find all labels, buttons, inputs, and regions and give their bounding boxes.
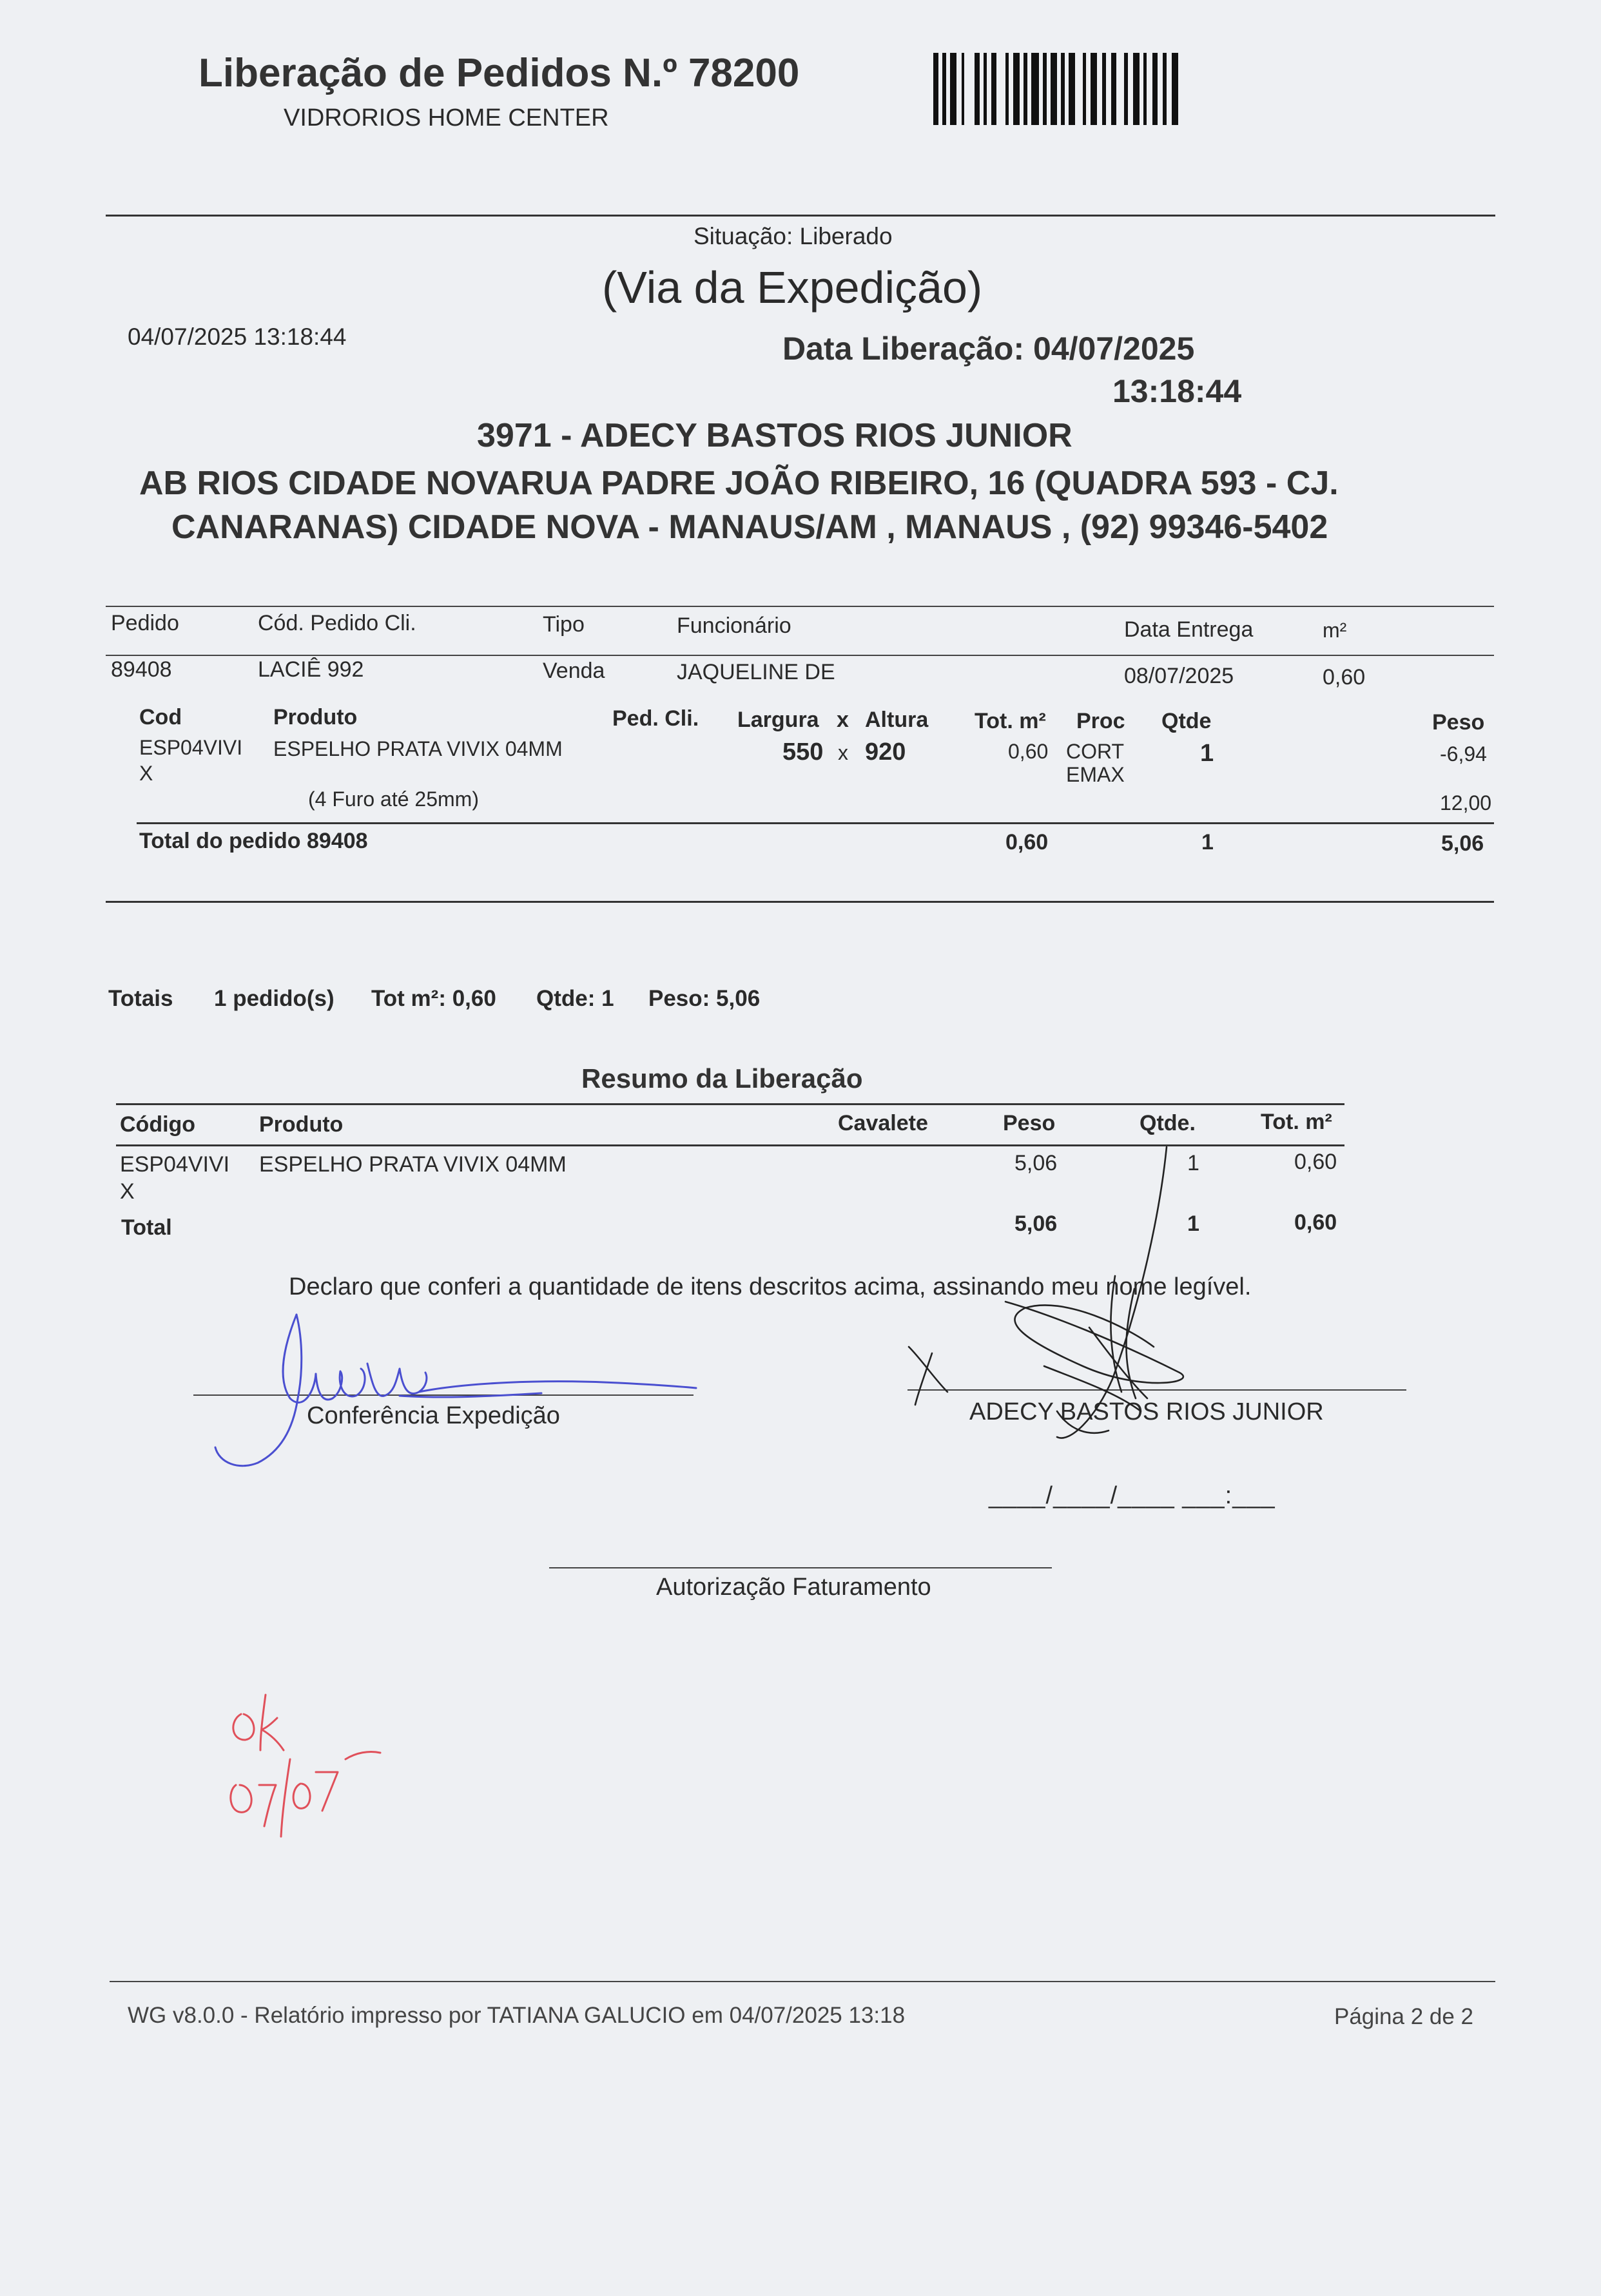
- order-total-qtde: 1: [1201, 830, 1214, 854]
- col-header-funcionario: Funcionário: [677, 613, 791, 638]
- summary-total-peso: 5,06: [1014, 1211, 1058, 1236]
- item-header-altura: Altura: [865, 708, 929, 732]
- summary-top-rule: [116, 1103, 1344, 1105]
- via-title: (Via da Expedição): [602, 262, 983, 313]
- summary-produto: ESPELHO PRATA VIVIX 04MM: [259, 1152, 567, 1177]
- col-header-data-entrega: Data Entrega: [1124, 617, 1254, 642]
- summary-header-cavalete: Cavalete: [838, 1111, 928, 1135]
- summary-codigo-line1: ESP04VIVI: [120, 1152, 230, 1177]
- summary-tot-m2: 0,60: [1294, 1150, 1337, 1174]
- order-table-header-rule: [106, 655, 1494, 656]
- footer-page-number: Página 2 de 2: [1334, 2004, 1474, 2029]
- handwritten-signature-client: [896, 1134, 1257, 1456]
- barcode: [933, 53, 1179, 125]
- item-qtde: 1: [1200, 740, 1214, 767]
- totals-qtde: Qtde: 1: [536, 986, 614, 1011]
- summary-header-tot-m2: Tot. m²: [1261, 1110, 1332, 1134]
- release-time: 13:18:44: [1112, 373, 1242, 409]
- item-detail-peso: 12,00: [1440, 791, 1492, 815]
- summary-header-peso: Peso: [1003, 1111, 1056, 1135]
- summary-total-label: Total: [121, 1215, 172, 1240]
- date-time-blank: ____/____/____ ___:___: [989, 1482, 1276, 1509]
- item-header-peso: Peso: [1432, 710, 1485, 735]
- order-total-label: Total do pedido 89408: [139, 829, 368, 853]
- order-total-peso: 5,06: [1441, 831, 1484, 856]
- release-date: Data Liberação: 04/07/2025: [782, 331, 1195, 367]
- col-header-tipo: Tipo: [543, 612, 585, 637]
- signature-label-conferencia: Conferência Expedição: [307, 1402, 560, 1429]
- totals-pedidos: 1 pedido(s): [214, 986, 335, 1011]
- signature-line-autorizacao: [549, 1567, 1052, 1568]
- printed-datetime: 04/07/2025 13:18:44: [128, 323, 347, 350]
- item-proc-line2: EMAX: [1066, 763, 1125, 786]
- item-header-x: x: [837, 708, 849, 732]
- items-total-rule: [137, 822, 1494, 824]
- col-header-cod-pedido-cli: Cód. Pedido Cli.: [258, 611, 416, 635]
- item-header-produto: Produto: [273, 705, 358, 729]
- totals-label: Totais: [108, 986, 173, 1011]
- signature-label-client: ADECY BASTOS RIOS JUNIOR: [969, 1398, 1324, 1425]
- item-peso: -6,94: [1440, 742, 1487, 766]
- declaration-text: Declaro que conferi a quantidade de itens descritos acima, assinando meu nome legível.: [289, 1273, 1252, 1300]
- summary-total-tot-m2: 0,60: [1294, 1210, 1337, 1235]
- item-produto: ESPELHO PRATA VIVIX 04MM: [273, 737, 563, 760]
- order-cod-pedido-cli: LACIÊ 992: [258, 657, 364, 682]
- order-funcionario: JAQUELINE DE: [677, 660, 835, 684]
- client-address-line1: AB RIOS CIDADE NOVARUA PADRE JOÃO RIBEIRO, 16 (QUADRA 593 - CJ.: [139, 465, 1339, 502]
- client-name: 3971 - ADECY BASTOS RIOS JUNIOR: [477, 417, 1072, 454]
- item-x: x: [838, 741, 848, 764]
- status-text: Situação: Liberado: [694, 223, 893, 249]
- item-tot-m2: 0,60: [1008, 740, 1049, 763]
- footer-rule: [110, 1981, 1495, 1982]
- footer-printed-by: WG v8.0.0 - Relatório impresso por TATIANA GALUCIO em 04/07/2025 13:18: [128, 2003, 906, 2028]
- order-m2: 0,60: [1323, 665, 1366, 690]
- order-tipo: Venda: [543, 659, 605, 683]
- totals-peso: Peso: 5,06: [648, 986, 761, 1011]
- signature-label-autorizacao: Autorização Faturamento: [656, 1574, 931, 1601]
- item-header-ped-cli: Ped. Cli.: [612, 706, 699, 731]
- summary-header-qtde: Qtde.: [1140, 1111, 1196, 1135]
- summary-header-codigo: Código: [120, 1112, 196, 1137]
- item-cod-line2: X: [139, 762, 153, 785]
- header-divider: [106, 215, 1495, 217]
- order-table-top-rule: [106, 606, 1494, 607]
- col-header-m2: m²: [1323, 619, 1347, 642]
- handwritten-signature-conferencia: [206, 1302, 709, 1476]
- handwritten-note-ok: [219, 1688, 387, 1843]
- client-address-line2: CANARANAS) CIDADE NOVA - MANAUS/AM , MANAUS , (92) 99346-5402: [171, 508, 1328, 546]
- company-name: VIDRORIOS HOME CENTER: [284, 104, 609, 131]
- item-largura: 550: [782, 738, 824, 766]
- totals-m2: Tot m²: 0,60: [371, 986, 496, 1011]
- item-header-tot-m2: Tot. m²: [975, 709, 1046, 733]
- item-altura: 920: [865, 738, 906, 766]
- item-header-cod: Cod: [139, 705, 182, 729]
- summary-peso: 5,06: [1014, 1151, 1058, 1175]
- items-bottom-rule: [106, 901, 1494, 903]
- summary-codigo-line2: X: [120, 1179, 135, 1204]
- item-header-qtde: Qtde: [1161, 709, 1212, 733]
- item-header-largura: Largura: [737, 708, 819, 732]
- order-data-entrega: 08/07/2025: [1124, 664, 1234, 688]
- col-header-pedido: Pedido: [111, 611, 179, 635]
- summary-total-qtde: 1: [1187, 1211, 1199, 1236]
- item-proc-line1: CORT: [1066, 740, 1125, 763]
- item-header-proc: Proc: [1076, 709, 1125, 733]
- summary-header-produto: Produto: [259, 1112, 344, 1137]
- item-detail: (4 Furo até 25mm): [308, 787, 479, 811]
- item-cod-line1: ESP04VIVI: [139, 736, 243, 759]
- summary-qtde: 1: [1187, 1151, 1199, 1175]
- document-title: Liberação de Pedidos N.º 78200: [199, 51, 800, 95]
- order-total-m2: 0,60: [1005, 830, 1049, 854]
- order-pedido: 89408: [111, 657, 172, 682]
- summary-title: Resumo da Liberação: [581, 1063, 863, 1094]
